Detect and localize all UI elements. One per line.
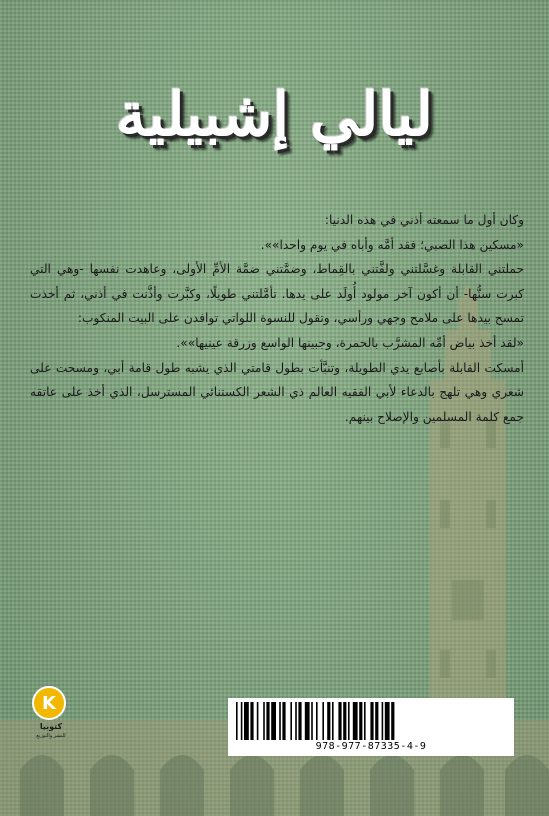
publisher-k-icon: K <box>32 686 66 720</box>
isbn-number: 978-977-87335-4-9 <box>315 741 427 752</box>
blurb-paragraph: «مسكين هذا الصبي؛ فقد أمَّه وأباه في يوم واحدا»». <box>260 237 524 252</box>
blurb-paragraph: أمسكت القابلة بأصابع يدي الطويلة، وتنبَّأت بطول قامتي الذي يشبه طول قامة أبي، ومسحت على شعري وهي تلهج بالدعاء لأبي الفقيه العالم ذي الشعر الكستنائي المسترسل، الذي أخذ على عاتقه جمع كلمة المسلمين والإصلاح بينهم. <box>30 360 524 424</box>
blurb-paragraph: حملتني القابلة وغسَّلتني ولفَّتني بالقِماط، وضمَّتني ضمَّة الأمِّ الأولى، وعاهدت نفسها -وهي التي كبرت سنُّها- أن أكون آخر مولود أُولَد على يدها. تأمَّلتني طويلًا، وكبَّرت وأذَّنت في أذني، ثم أخذت تمسح بيدها على ملامح وجهي ورأسي، وتقول للنسوة اللواتي توافدن على البيت المنكوب: <box>30 262 524 326</box>
publisher-logo <box>30 686 72 746</box>
book-title: ليالي إشبيلية <box>115 80 434 150</box>
blurb-text <box>30 208 524 429</box>
publisher-name: كتوبيا <box>39 722 63 731</box>
barcode-bars <box>234 702 508 740</box>
blurb-paragraph: «لقد أخذ بياض أمِّه المشرَّب بالحمرة، وجبينها الواسع وزرقة عينيها»». <box>176 335 524 350</box>
blurb-paragraph: وكان أول ما سمعته أذني في هذه الدنيا: <box>324 213 524 227</box>
barcode <box>228 698 514 756</box>
publisher-tagline: للنشر والتوزيع <box>36 733 66 739</box>
